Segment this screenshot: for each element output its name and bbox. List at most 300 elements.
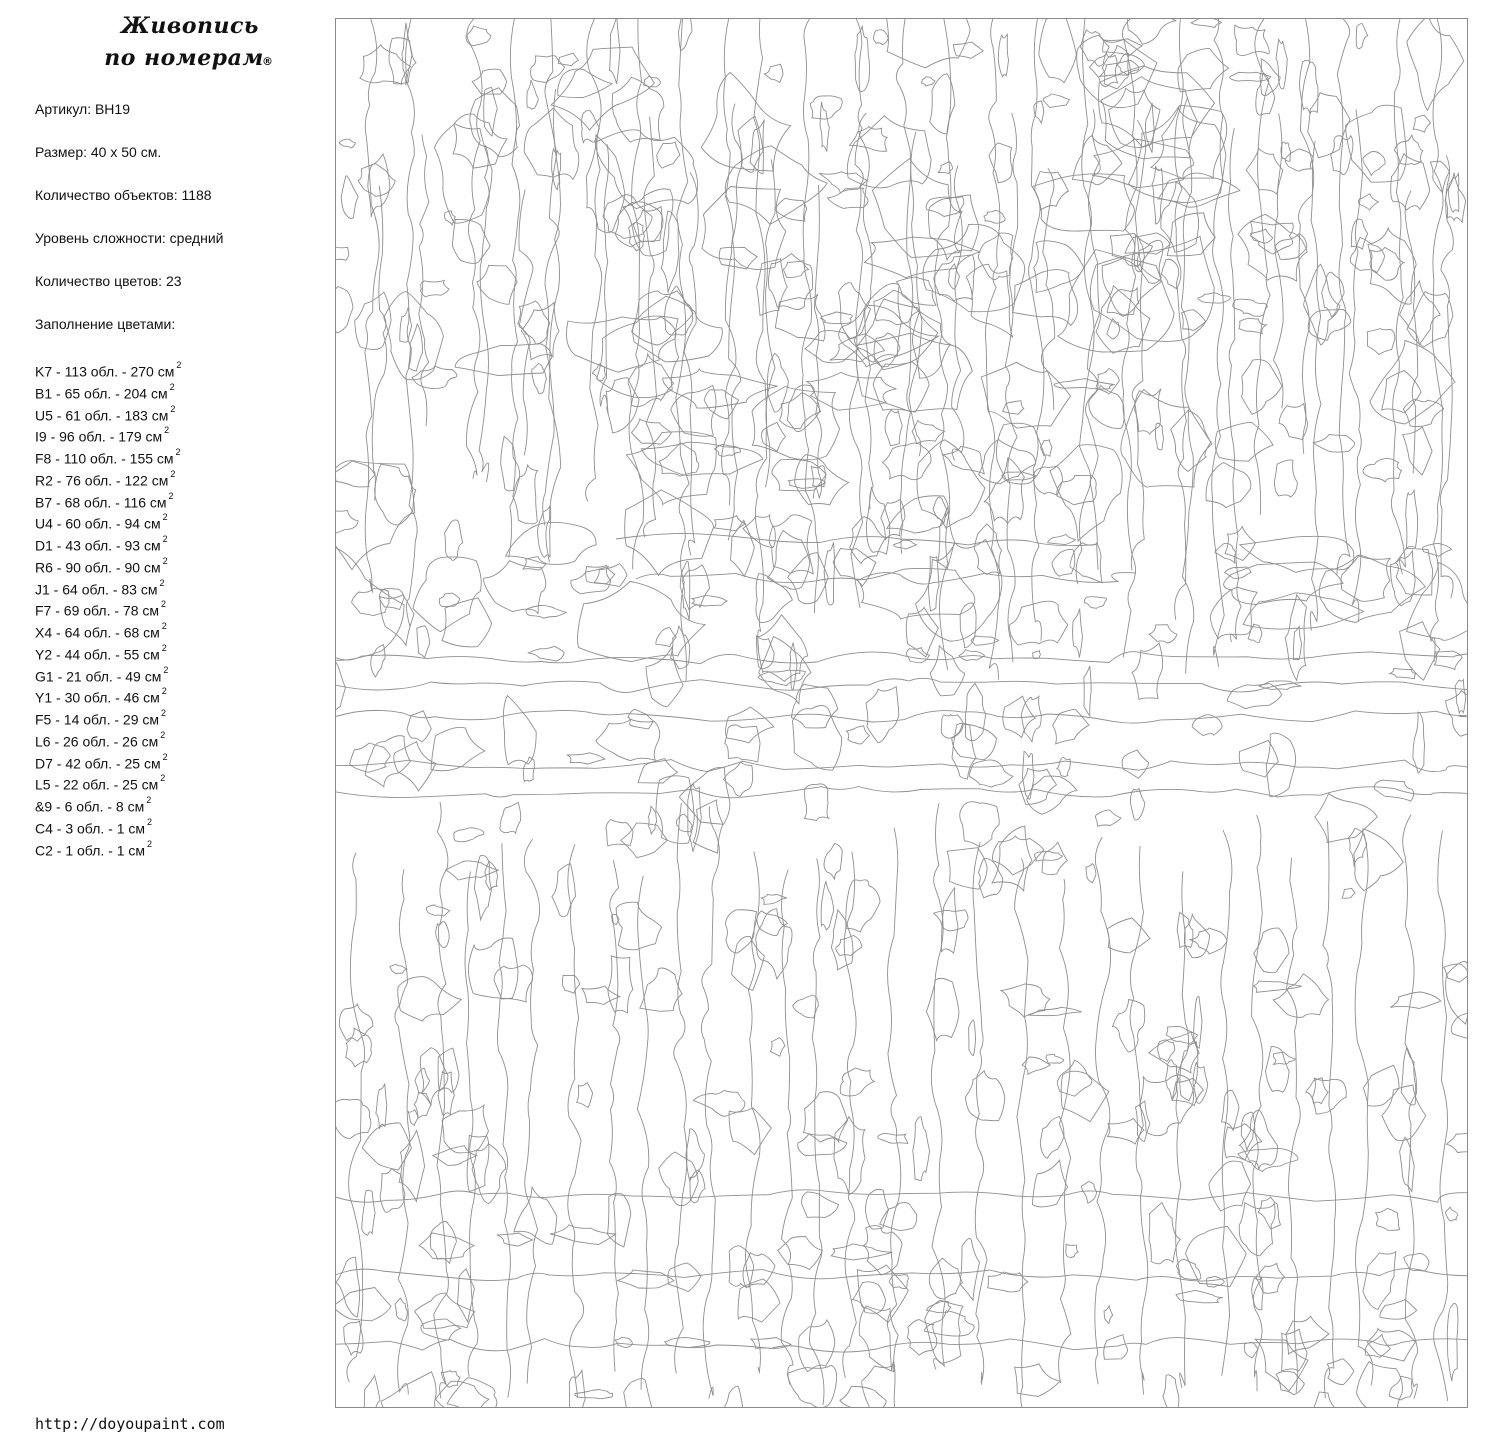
outline-stroke <box>781 870 793 1385</box>
outline-region <box>938 162 952 174</box>
outline-region <box>485 861 498 890</box>
outline-region <box>929 1258 962 1299</box>
outline-region <box>1315 794 1377 843</box>
color-count: Количество цветов: 23 <box>35 273 182 289</box>
color-fill-text: F7 - 69 обл. - 78 см <box>35 602 160 619</box>
color-fill-text: C2 - 1 обл. - 1 см <box>35 842 145 859</box>
color-fill-item <box>35 423 325 445</box>
outline-region <box>1285 149 1313 171</box>
outline-region <box>998 34 1008 77</box>
outline-stroke <box>701 806 719 1398</box>
outline-stroke <box>1059 879 1071 1383</box>
outline-region <box>769 515 813 574</box>
outline-region <box>571 567 611 594</box>
color-fill-text: U5 - 61 обл. - 183 см <box>35 407 169 424</box>
outline-region <box>1250 221 1293 254</box>
outline-region <box>582 986 620 1004</box>
outline-region <box>873 30 888 45</box>
outline-region <box>1189 928 1227 954</box>
outline-region <box>960 802 999 847</box>
outline-region <box>1129 107 1226 202</box>
outline-region <box>415 1293 475 1328</box>
outline-region <box>1293 627 1301 660</box>
outline-region <box>1285 595 1306 681</box>
outline-region <box>621 823 668 857</box>
outline-region <box>788 553 828 604</box>
outline-region <box>1034 241 1084 293</box>
outline-region <box>1413 115 1430 132</box>
square-unit-exponent: 2 <box>162 555 168 566</box>
outline-region <box>1434 651 1462 669</box>
outline-region <box>1130 789 1145 820</box>
outline-stroke <box>810 859 824 1406</box>
outline-region <box>1061 1071 1109 1121</box>
outline-region <box>941 715 963 739</box>
outline-region <box>1107 918 1150 953</box>
outline-region <box>791 684 837 728</box>
outline-stroke <box>365 19 379 593</box>
color-fill-item <box>35 402 325 424</box>
outline-region <box>1286 1316 1329 1354</box>
outline-region <box>606 378 639 433</box>
outline-region <box>807 372 897 410</box>
outline-region <box>380 595 414 646</box>
color-fill-text: Y2 - 44 обл. - 55 см <box>35 646 160 663</box>
outline-region <box>840 1068 874 1096</box>
outline-region <box>1171 411 1211 472</box>
square-unit-exponent: 2 <box>170 403 176 414</box>
outline-region <box>692 596 727 606</box>
outline-drawing <box>336 19 1468 1408</box>
outline-region <box>1066 1244 1078 1257</box>
outline-region <box>1010 601 1068 645</box>
outline-region <box>390 964 407 974</box>
outline-region <box>538 505 551 557</box>
outline-stroke <box>568 844 584 1398</box>
square-unit-exponent: 2 <box>164 425 170 436</box>
outline-region <box>833 548 876 586</box>
outline-region <box>1400 622 1440 681</box>
outline-region <box>1319 555 1425 622</box>
outline-region <box>821 312 853 324</box>
outline-region <box>729 1108 771 1155</box>
outline-region <box>1215 422 1273 461</box>
brand-title-line2: по номерам <box>104 45 264 71</box>
outline-region <box>880 1203 917 1231</box>
outline-region <box>883 443 932 480</box>
outline-region <box>336 546 404 660</box>
outline-stroke <box>802 19 819 613</box>
outline-region <box>656 776 694 844</box>
outline-region <box>550 1225 616 1245</box>
outline-stroke <box>931 803 945 1369</box>
outline-region <box>804 784 828 821</box>
outline-region <box>400 308 412 342</box>
outline-region <box>1042 842 1067 874</box>
outline-region <box>1447 1303 1458 1381</box>
color-fill-item <box>35 706 325 728</box>
outline-region <box>1446 961 1468 1024</box>
square-unit-exponent: 2 <box>162 512 168 523</box>
color-fill-item <box>35 728 325 750</box>
square-unit-exponent: 2 <box>147 816 153 827</box>
color-fill-item <box>35 467 325 489</box>
outline-region <box>702 187 786 270</box>
outline-region <box>336 461 375 487</box>
outline-region <box>1086 864 1096 883</box>
color-fill-text: &9 - 6 обл. - 8 см <box>35 798 145 815</box>
outline-region <box>439 593 459 607</box>
outline-stroke <box>1015 859 1028 1408</box>
outline-stroke <box>434 802 449 1398</box>
outline-region <box>947 848 987 890</box>
outline-region <box>682 565 709 610</box>
outline-region <box>1400 1137 1415 1191</box>
outline-region <box>552 864 576 917</box>
outline-region <box>419 1233 474 1259</box>
outline-region <box>960 1238 980 1300</box>
outline-region <box>407 711 431 742</box>
square-unit-exponent: 2 <box>162 751 168 762</box>
outline-region <box>912 311 950 378</box>
color-fill-item <box>35 750 325 772</box>
website-link[interactable]: http://doyoupaint.com <box>35 1415 225 1433</box>
outline-region <box>1276 39 1287 89</box>
outline-region <box>1370 247 1404 280</box>
outline-stroke <box>1228 128 1241 642</box>
outline-region <box>1121 390 1212 488</box>
color-fill-text: U4 - 60 обл. - 94 см <box>35 515 161 532</box>
outline-region <box>866 687 899 743</box>
outline-stroke <box>1349 109 1362 622</box>
color-fill-item <box>35 771 325 793</box>
color-fill-text: L6 - 26 обл. - 26 см <box>35 733 159 750</box>
outline-region <box>984 210 1005 223</box>
outline-region <box>445 520 463 561</box>
outline-region <box>1021 696 1041 742</box>
outline-region <box>1451 1012 1468 1039</box>
outline-region <box>1407 19 1464 110</box>
outline-region <box>638 759 677 783</box>
outline-region <box>1246 149 1283 194</box>
outline-region <box>1306 1078 1328 1104</box>
outline-region <box>1390 551 1415 606</box>
outline-region <box>1243 593 1364 629</box>
outline-region <box>1122 750 1149 778</box>
outline-stroke <box>1337 19 1350 574</box>
outline-stroke <box>347 853 365 1383</box>
outline-region <box>1022 751 1034 799</box>
outline-region <box>336 510 358 534</box>
outline-stroke <box>1310 141 1321 631</box>
outline-region <box>1327 1359 1354 1385</box>
brand-logo <box>80 10 300 74</box>
outline-region <box>341 176 358 219</box>
canvas-size: Размер: 40 x 50 см. <box>35 144 162 160</box>
outline-region <box>417 626 430 658</box>
outline-region <box>799 1320 835 1372</box>
outline-region <box>1235 25 1270 55</box>
outline-region <box>484 87 498 136</box>
outline-region <box>1095 810 1121 826</box>
outline-stroke <box>1323 821 1336 1398</box>
outline-region <box>738 1279 780 1322</box>
square-unit-exponent: 2 <box>170 468 176 479</box>
color-fill-item <box>35 445 325 467</box>
outline-region <box>824 542 834 605</box>
outline-region <box>1258 1197 1280 1229</box>
outline-region <box>1019 768 1057 804</box>
outline-region <box>1401 1048 1415 1106</box>
outline-region <box>1391 154 1430 210</box>
outline-region <box>657 142 680 168</box>
difficulty-level: Уровень сложности: средний <box>35 230 224 246</box>
outline-region <box>610 19 620 84</box>
square-unit-exponent: 2 <box>175 447 181 457</box>
outline-region <box>336 1099 371 1138</box>
outline-region <box>1191 19 1221 28</box>
outline-region <box>930 646 965 696</box>
outline-stroke <box>1181 97 1193 673</box>
color-fill-text: X4 - 64 обл. - 68 см <box>35 624 160 641</box>
outline-region <box>567 753 605 764</box>
article-number: Артикул: BH19 <box>35 101 130 117</box>
outline-stroke <box>336 652 1468 664</box>
outline-region <box>969 1020 976 1056</box>
outline-region <box>847 726 870 744</box>
outline-region <box>1028 1007 1082 1015</box>
outline-region <box>770 1038 784 1057</box>
outline-region <box>846 880 880 932</box>
square-unit-exponent: 2 <box>162 534 168 544</box>
outline-region <box>725 725 760 762</box>
outline-region <box>1444 964 1468 982</box>
outline-region <box>824 844 842 880</box>
outline-stroke <box>986 19 1000 680</box>
outline-region <box>362 1190 375 1235</box>
outline-region <box>1251 229 1273 243</box>
outline-region <box>1314 1392 1335 1408</box>
outline-region <box>893 540 916 549</box>
color-fill-item <box>35 684 325 706</box>
outline-region <box>775 198 807 221</box>
outline-region <box>965 1071 1004 1121</box>
outline-region <box>884 19 970 68</box>
color-fill-text: R6 - 90 обл. - 90 см <box>35 559 161 576</box>
outline-region <box>1227 684 1281 709</box>
outline-stroke <box>1122 19 1137 657</box>
outline-region <box>623 189 673 256</box>
outline-region <box>913 1117 930 1181</box>
outline-region <box>953 42 983 58</box>
outline-region <box>787 1365 837 1407</box>
outline-region <box>1102 257 1161 315</box>
outline-region <box>1238 1148 1298 1171</box>
outline-region <box>1449 173 1459 212</box>
outline-region <box>679 767 730 824</box>
outline-region <box>1110 233 1152 267</box>
outline-region <box>821 882 834 930</box>
outline-region <box>454 828 484 842</box>
outline-region <box>929 195 979 260</box>
outline-region <box>615 1337 632 1347</box>
outline-region <box>701 72 790 171</box>
color-fill-item <box>35 532 325 554</box>
outline-stroke <box>1212 19 1224 667</box>
outline-region <box>762 422 786 451</box>
color-fill-item <box>35 619 325 641</box>
square-unit-exponent: 2 <box>163 664 169 675</box>
outline-region <box>1161 259 1179 289</box>
color-fill-item <box>35 576 325 598</box>
color-fill-item <box>35 815 325 837</box>
color-fill-item <box>35 597 325 619</box>
outline-stroke <box>1286 858 1300 1393</box>
outline-region <box>358 164 395 197</box>
outline-region <box>336 247 349 261</box>
outline-stroke <box>1434 831 1448 1401</box>
outline-region <box>912 421 944 444</box>
square-unit-exponent: 2 <box>169 381 175 392</box>
outline-region <box>624 1379 652 1408</box>
outline-region <box>582 110 600 142</box>
outline-region <box>852 1282 885 1314</box>
outline-region <box>1043 94 1069 108</box>
outline-region <box>1046 1054 1064 1063</box>
outline-region <box>395 1298 407 1321</box>
outline-region <box>608 1193 631 1247</box>
outline-region <box>756 574 793 623</box>
outline-region <box>409 324 423 371</box>
outline-stroke <box>859 113 873 510</box>
color-fill-item <box>35 663 325 685</box>
outline-region <box>1403 399 1443 427</box>
outline-region <box>1238 214 1307 281</box>
outline-region <box>1003 401 1024 414</box>
color-fill-text: B7 - 68 обл. - 116 см <box>35 494 167 511</box>
outline-region <box>640 968 683 1011</box>
outline-region <box>1351 219 1367 249</box>
outline-region <box>1240 536 1354 572</box>
outline-region <box>336 1288 391 1321</box>
outline-region <box>394 742 436 791</box>
outline-region <box>1239 1203 1275 1256</box>
outline-region <box>532 364 547 394</box>
outline-region <box>526 605 566 618</box>
outline-region <box>812 466 826 487</box>
outline-region <box>966 264 1013 337</box>
color-fill-text: F8 - 110 обл. - 155 см <box>35 450 174 467</box>
outline-region <box>364 1376 380 1408</box>
outline-region <box>497 1233 533 1246</box>
outline-region <box>339 139 355 148</box>
outline-region <box>1040 1117 1064 1159</box>
square-unit-exponent: 2 <box>146 795 152 805</box>
outline-region <box>641 442 763 475</box>
outline-region <box>847 116 931 188</box>
outline-region <box>802 1192 839 1218</box>
outline-region <box>1407 563 1468 641</box>
outline-region <box>831 1244 892 1260</box>
color-fill-item <box>35 358 325 380</box>
outline-region <box>1184 915 1209 958</box>
outline-region <box>686 1129 705 1181</box>
outline-region <box>426 905 449 916</box>
color-fill-text: J1 - 64 обл. - 83 см <box>35 581 158 598</box>
outline-region <box>793 995 819 1018</box>
outline-region <box>1363 458 1402 481</box>
outline-stroke <box>336 1190 1468 1202</box>
color-fill-item <box>35 489 325 511</box>
outline-stroke <box>952 165 964 460</box>
outline-region <box>820 102 829 152</box>
color-fill-item <box>35 793 325 815</box>
outline-region <box>743 515 775 548</box>
outline-region <box>506 522 596 564</box>
outline-stroke <box>1299 19 1314 454</box>
outline-stroke <box>1355 834 1373 1386</box>
outline-stroke <box>1175 19 1187 620</box>
outline-region <box>1300 60 1318 114</box>
outline-region <box>1084 597 1106 609</box>
color-fill-item <box>35 380 325 402</box>
outline-region <box>1446 1132 1468 1153</box>
outline-region <box>857 568 974 619</box>
outline-region <box>827 188 868 208</box>
outline-stroke <box>336 760 1468 772</box>
square-unit-exponent: 2 <box>168 490 174 501</box>
outline-stroke <box>746 852 761 1374</box>
outline-region <box>1313 435 1354 452</box>
outline-region <box>758 670 805 685</box>
outline-region <box>1052 549 1075 576</box>
square-unit-exponent: 2 <box>161 642 167 653</box>
color-fill-text: Y1 - 30 обл. - 46 см <box>35 689 160 706</box>
outline-region <box>1254 981 1302 992</box>
outline-region <box>436 922 450 948</box>
outline-region <box>757 911 787 936</box>
outline-stroke <box>1029 19 1044 641</box>
outline-region <box>1096 286 1150 354</box>
outline-region <box>854 283 901 362</box>
outline-region <box>1233 299 1268 316</box>
outline-region <box>558 69 612 97</box>
outline-region <box>421 280 449 296</box>
outline-region <box>836 936 862 956</box>
outline-stroke <box>629 19 644 570</box>
outline-region <box>421 1319 461 1340</box>
outline-region <box>934 910 968 931</box>
outline-region <box>477 265 517 304</box>
outline-region <box>1254 928 1289 973</box>
outline-region <box>626 432 716 505</box>
color-fill-text: B1 - 65 обл. - 204 см <box>35 385 168 402</box>
outline-region <box>1186 1226 1247 1286</box>
registered-mark: ® <box>262 55 274 68</box>
outline-region <box>1356 24 1367 49</box>
outline-stroke <box>644 117 657 537</box>
outline-region <box>344 1321 363 1355</box>
object-count: Количество объектов: 1188 <box>35 187 212 203</box>
outline-region <box>1033 651 1041 659</box>
outline-region <box>924 1311 974 1336</box>
outline-region <box>1350 238 1384 273</box>
outline-stroke <box>465 871 478 1376</box>
outline-region <box>503 696 536 765</box>
outline-region <box>1039 19 1077 83</box>
color-fill-text: K7 - 113 обл. - 270 см <box>35 363 175 380</box>
outline-region <box>1163 1375 1179 1408</box>
